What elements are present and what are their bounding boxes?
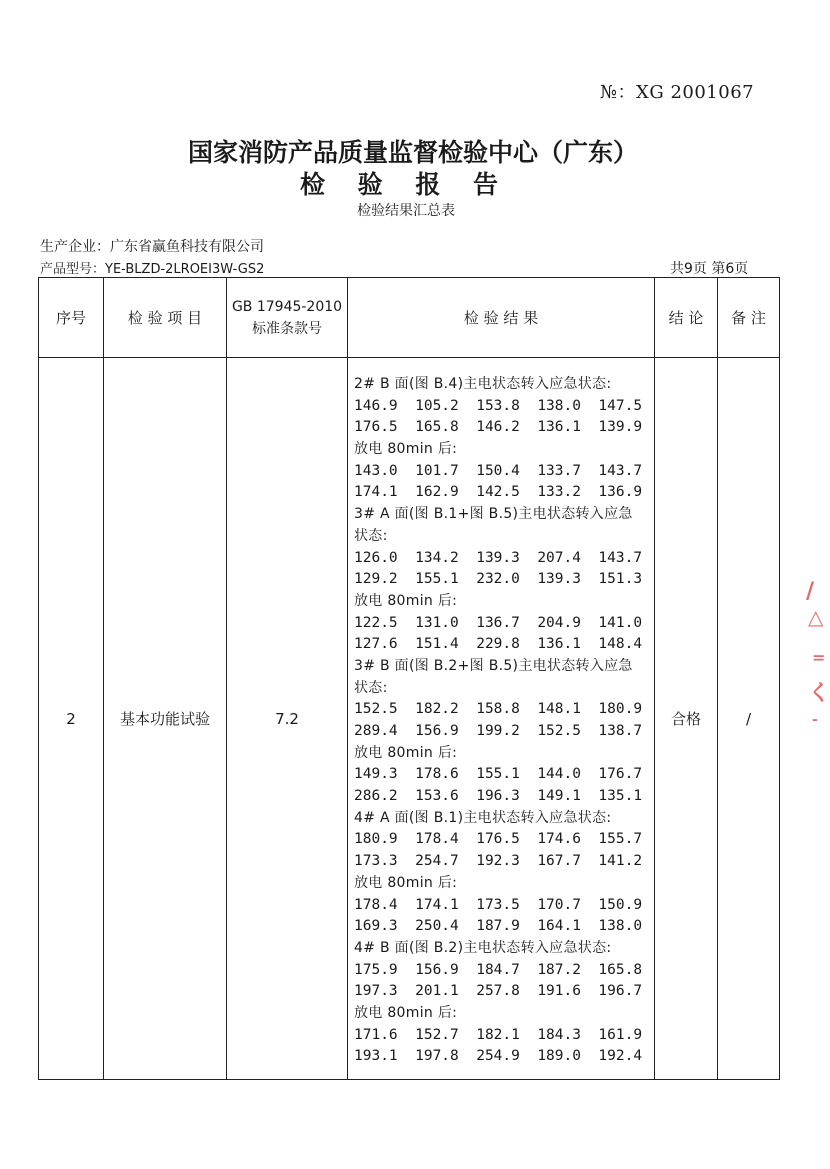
result-line: 3# A 面(图 B.1+图 B.5)主电状态转入应急	[354, 506, 633, 523]
row-item: 基本功能试验	[104, 358, 227, 1080]
result-line: 放电 80min 后:	[354, 1004, 458, 1021]
result-line: 289.4 156.9 199.2 152.5 138.7	[354, 723, 643, 739]
stamp-fragment: く	[808, 680, 830, 706]
stamp-fragment: =	[812, 648, 826, 667]
result-line: 放电 80min 后:	[354, 441, 458, 458]
stamp-fragment: /	[806, 578, 815, 604]
header-conclusion: 结 论	[655, 278, 718, 358]
result-line: 4# A 面(图 B.1)主电状态转入应急状态:	[354, 809, 612, 826]
header-item: 检 验 项 目	[104, 278, 227, 358]
result-line: 169.3 250.4 187.9 164.1 138.0	[354, 918, 643, 935]
result-line: 197.3 201.1 257.8 191.6 196.7	[354, 983, 643, 1000]
result-line: 3# B 面(图 B.2+图 B.5)主电状态转入应急	[354, 657, 633, 674]
results-summary-table	[38, 277, 780, 1080]
result-line: 129.2 155.1 232.0 139.3 151.3	[354, 571, 643, 588]
result-line: 126.0 134.2 139.3 207.4 143.7	[354, 549, 643, 566]
result-line: 180.9 178.4 176.5 174.6 155.7	[354, 831, 643, 848]
result-line: 152.5 182.2 158.8 148.1 180.9	[354, 701, 643, 718]
result-line: 175.9 156.9 184.7 187.2 165.8	[354, 961, 643, 978]
table-row	[39, 358, 780, 1080]
result-line: 状态:	[354, 679, 388, 696]
row-conclusion: 合格	[655, 358, 718, 1080]
report-title: 检 验 报 告	[299, 170, 511, 199]
stamp-fragment: -	[812, 712, 818, 728]
result-line: 193.1 197.8 254.9 189.0 192.4	[354, 1048, 643, 1065]
result-line: 149.3 178.6 155.1 144.0 176.7	[354, 766, 643, 783]
result-line: 173.3 254.7 192.3 167.7 141.2	[354, 853, 643, 870]
report-subtitle: 检验结果汇总表	[357, 203, 455, 219]
result-lines	[354, 374, 654, 1068]
result-line: 2# B 面(图 B.4)主电状态转入应急状态:	[354, 376, 612, 392]
page-indicator: 共9页 第6页	[670, 261, 749, 277]
result-line: 286.2 153.6 196.3 149.1 135.1	[354, 788, 643, 805]
result-line: 178.4 174.1 173.5 170.7 150.9	[354, 896, 643, 913]
header-standard-code: GB 17945-2010	[231, 298, 343, 315]
report-number: №：XG 2001067	[600, 82, 755, 103]
header-standard-clause	[227, 278, 348, 358]
row-seq: 2	[39, 358, 104, 1080]
row-remark: /	[718, 358, 780, 1080]
result-line: 143.0 101.7 150.4 133.7 143.7	[354, 462, 643, 479]
header-result: 检 验 结 果	[348, 278, 655, 358]
organization-title: 国家消防产品质量监督检验中心（广东）	[187, 138, 638, 167]
row-result	[348, 358, 655, 1080]
header-seq: 序号	[39, 278, 104, 358]
result-line: 171.6 152.7 182.1 184.3 161.9	[354, 1026, 643, 1043]
result-line: 放电 80min 后:	[354, 744, 458, 761]
header-remark: 备 注	[718, 278, 780, 358]
row-clause: 7.2	[227, 358, 348, 1080]
result-line: 176.5 165.8 146.2 136.1 139.9	[354, 419, 643, 436]
manufacturer-line: 生产企业：广东省赢鱼科技有限公司	[40, 239, 264, 255]
result-line: 127.6 151.4 229.8 136.1 148.4	[354, 636, 643, 653]
header-clause-label: 标准条款号	[252, 320, 322, 337]
result-line: 174.1 162.9 142.5 133.2 136.9	[354, 484, 643, 501]
result-line: 146.9 105.2 153.8 138.0 147.5	[354, 397, 643, 414]
table-header-row	[39, 278, 780, 358]
product-model-line: 产品型号：YE-BLZD-2LROEⅠ3W-GS2	[40, 262, 265, 277]
result-line: 状态:	[354, 527, 388, 544]
result-line: 4# B 面(图 B.2)主电状态转入应急状态:	[354, 939, 612, 956]
stamp-fragment: △	[808, 605, 824, 629]
result-line: 放电 80min 后:	[354, 592, 458, 609]
result-line: 放电 80min 后:	[354, 874, 458, 891]
result-line: 122.5 131.0 136.7 204.9 141.0	[354, 614, 643, 631]
